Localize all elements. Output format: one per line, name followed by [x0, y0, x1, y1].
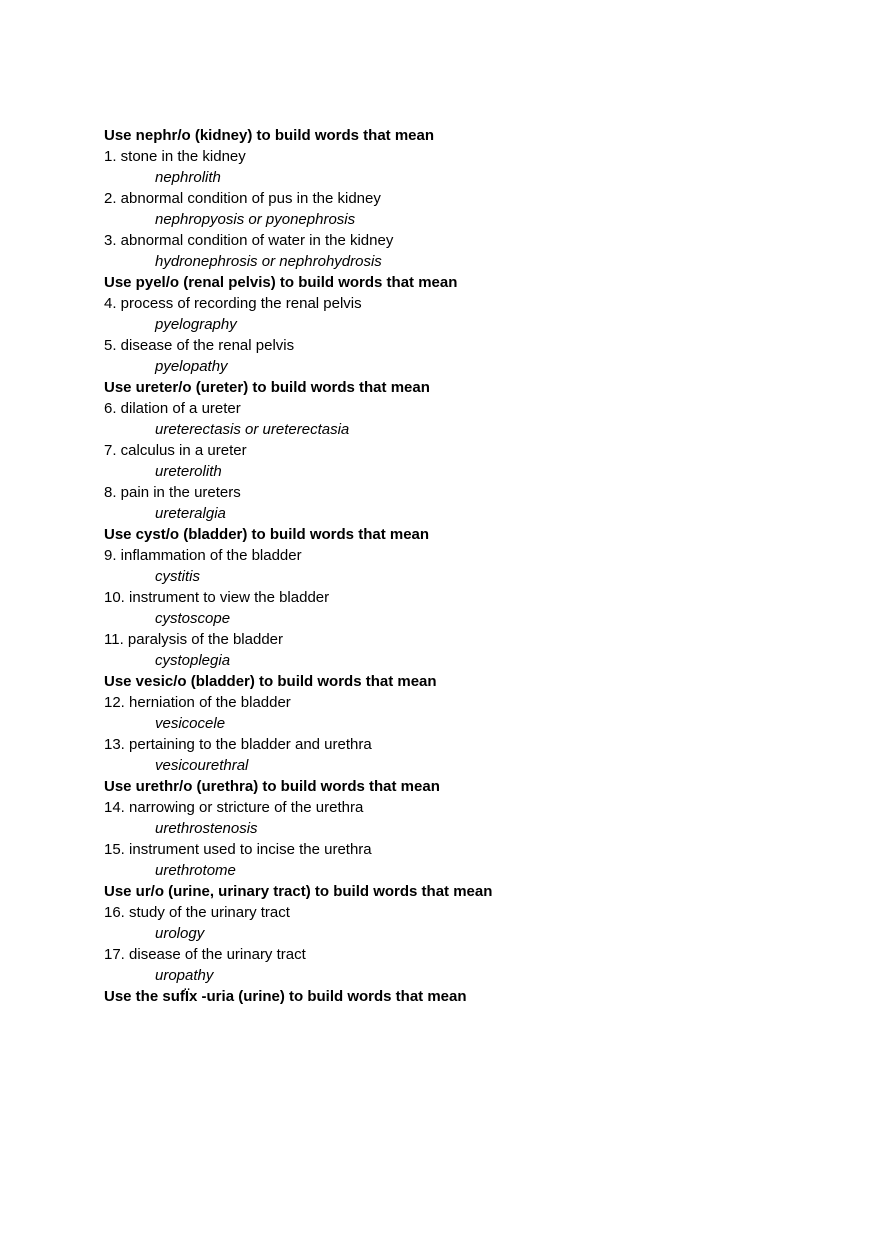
answer-text: cystitis	[155, 568, 200, 585]
answer-text: nephrolith	[155, 169, 221, 186]
question-prompt: 17. disease of the urinary tract	[104, 946, 306, 963]
section-heading: Use ur/o (urine, urinary tract) to build words that mean	[104, 883, 493, 900]
question-prompt: 4. process of recording the renal pelvis	[104, 295, 362, 312]
answer-text: ureterectasis or ureterectasia	[155, 421, 350, 438]
question-prompt: 16. study of the urinary tract	[104, 904, 290, 921]
answer-text: urethrotome	[155, 862, 236, 879]
question-prompt: 8. pain in the ureters	[104, 484, 241, 501]
exercise-content	[104, 125, 804, 1007]
answer-text: urology	[155, 925, 205, 942]
question-prompt: 2. abnormal condition of pus in the kidney	[104, 190, 381, 207]
section-heading: Use cyst/o (bladder) to build words that mean	[104, 526, 430, 543]
answer-text: uropathy	[155, 967, 214, 984]
answer-text: ureterolith	[155, 463, 222, 480]
question-prompt: 10. instrument to view the bladder	[104, 589, 330, 606]
question-prompt: 7. calculus in a ureter	[104, 442, 247, 459]
answer-text: ureteralgia	[155, 505, 226, 522]
question-prompt: 6. dilation of a ureter	[104, 400, 241, 417]
section-heading: Use nephr/o (kidney) to build words that mean	[104, 127, 435, 144]
answer-text: pyelography	[155, 316, 237, 333]
answer-text: cystoplegia	[155, 652, 231, 669]
section-heading: Use pyel/o (renal pelvis) to build words that mean	[104, 274, 458, 291]
section-heading: Use the sufÏx -uria (urine) to build words that mean	[104, 988, 467, 1005]
answer-text: urethrostenosis	[155, 820, 258, 837]
question-prompt: 11. paralysis of the bladder	[104, 631, 283, 648]
answer-text: nephropyosis or pyonephrosis	[155, 211, 356, 228]
question-prompt: 15. instrument used to incise the urethra	[104, 841, 372, 858]
question-prompt: 9. inflammation of the bladder	[104, 547, 302, 564]
answer-text: vesicourethral	[155, 757, 249, 774]
answer-text: hydronephrosis or nephrohydrosis	[155, 253, 382, 270]
answer-text: vesicocele	[155, 715, 226, 732]
question-prompt: 1. stone in the kidney	[104, 148, 246, 165]
question-prompt: 13. pertaining to the bladder and urethra	[104, 736, 372, 753]
section-heading: Use vesic/o (bladder) to build words that mean	[104, 673, 437, 690]
answer-text: pyelopathy	[155, 358, 228, 375]
section-heading: Use urethr/o (urethra) to build words that mean	[104, 778, 440, 795]
question-prompt: 14. narrowing or stricture of the urethra	[104, 799, 364, 816]
question-prompt: 3. abnormal condition of water in the kidney	[104, 232, 394, 249]
answer-text: cystoscope	[155, 610, 231, 627]
question-prompt: 5. disease of the renal pelvis	[104, 337, 295, 354]
question-prompt: 12. herniation of the bladder	[104, 694, 291, 711]
section-heading: Use ureter/o (ureter) to build words that mean	[104, 379, 430, 396]
